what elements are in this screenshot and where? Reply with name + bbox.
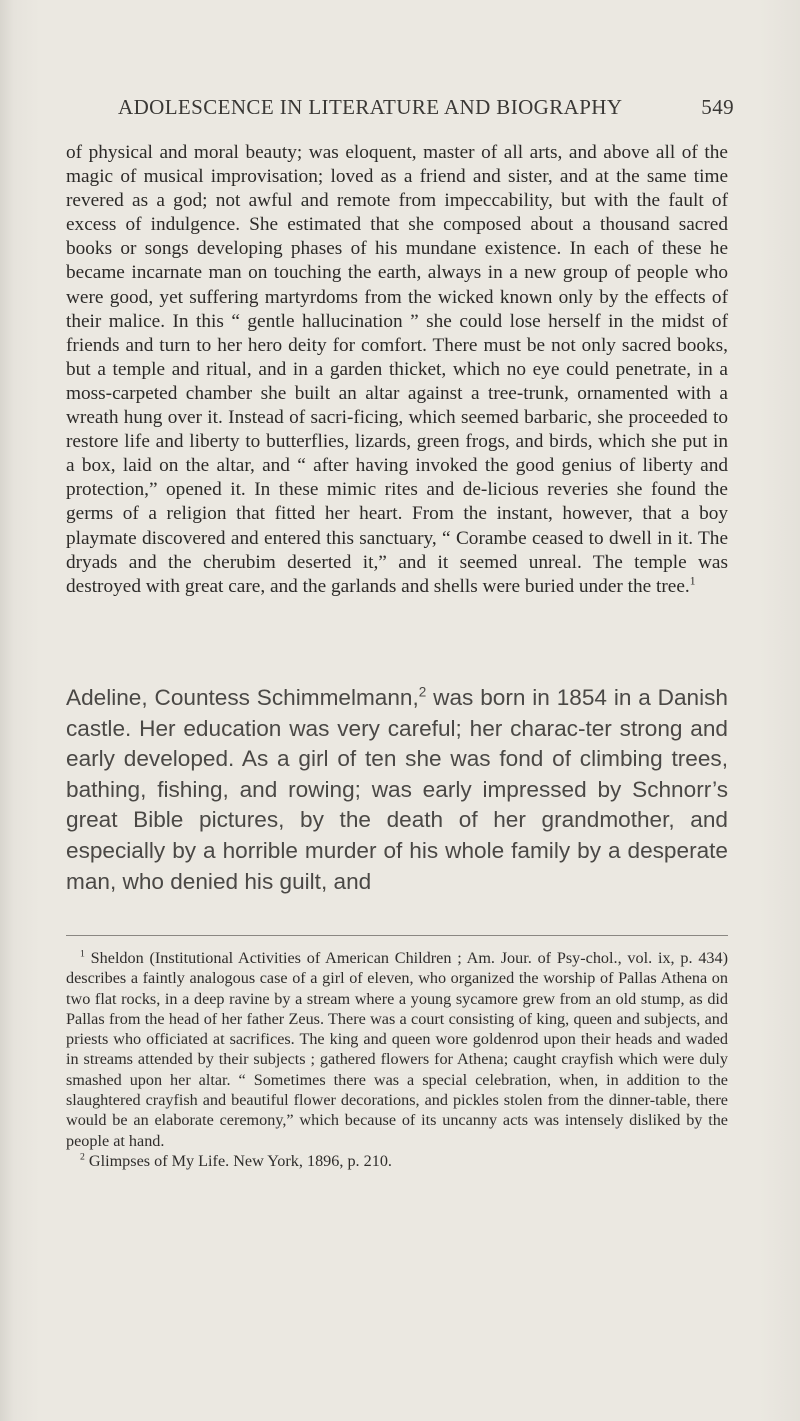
- paragraph-2-text: was born in 1854 in a Danish castle. Her education was very careful; her charac-ter strong and early developed. As a girl of ten she was fond of climbing trees, bathing, fishing, and rowing; was early impressed by Schnorr’s great Bible pictures, by the death of her grandmother, and especially by a horrible murder of his whole family by a desperate man, who denied his guilt, and: [66, 685, 728, 894]
- paragraph-1: [66, 141, 728, 599]
- page-number: 549: [701, 95, 734, 119]
- paragraph-1-text: of physical and moral beauty; was eloquent, master of all arts, and above all of the magic of musical improvisation; loved as a friend and sister, and at the same time revered as a god; not awful and remote from impeccability, but with the fault of excess of indulgence. She estimated that she composed about a thousand sacred books or songs developing phases of his mundane existence. In each of these he became incarnate man on touching the earth, always in a new group of people who were good, yet suffering martyrdoms from the wicked known only by the effects of their malice. In this “ gentle hallucination ” she could lose herself in the midst of friends and turn to her hero deity for comfort. There must be not only sacred books, but a temple and ritual, and in a garden thicket, which no eye could penetrate, in a moss-carpeted chamber she built an altar against a tree-trunk, ornamented with a wreath hung over it. Instead of sacri-ficing, which seemed barbaric, she proceeded to restore life and liberty to butterflies, lizards, green frogs, and birds, which she put in a box, laid on the altar, and “ after having invoked the good genius of liberty and protection,” opened it. In these mimic rites and de-licious reveries she found the germs of a religion that fitted her heart. From the instant, however, that a boy playmate discovered and entered this sanctuary, “ Corambe ceased to dwell in it. The dryads and the cherubim deserted it,” and it seemed unreal. The temple was destroyed with great care, and the garlands and shells were buried under the tree.: [66, 142, 728, 597]
- body-text: [66, 141, 728, 599]
- footnote-2-text: Glimpses of My Life. New York, 1896, p. 210.: [84, 1151, 392, 1170]
- footnote-1: [66, 948, 728, 1151]
- footnote-ref-1[interactable]: 1: [689, 574, 696, 588]
- footnote-1-marker: 1: [80, 948, 85, 960]
- paragraph-2-lead: Adeline, Countess Schimmelmann,: [66, 685, 419, 710]
- footnote-divider: [66, 935, 728, 936]
- running-title: ADOLESCENCE IN LITERATURE AND BIOGRAPHY: [118, 95, 623, 119]
- footnote-ref-2[interactable]: 2: [418, 684, 427, 700]
- footnote-1-text: Sheldon (Institutional Activities of American Children ; Am. Jour. of Psy-chol., vol. ix, p. 434) describes a faintly analogous case of a girl of eleven, who organized the worship of Pallas Athena on two flat rocks, in a deep ravine by a stream where a young sycamore grew from an old stump, as did Pallas from the head of her father Zeus. There was a court consisting of king, queen and subjects, and priests who officiated at sacrifices. The king and queen wore goldenrod upon their heads and waded in streams attended by their subjects ; gathered flowers for Athena; caught crayfish which were duly smashed upon her altar. “ Sometimes there was a special celebration, when, in addition to the slaughtered crayfish and beautiful flower decorations, and pickles stolen from the dinner-table, there would be an elaborate ceremony,” which because of its uncanny acts was intensely disliked by the people at hand.: [66, 949, 728, 1150]
- paragraph-2: [66, 683, 728, 897]
- running-header: [118, 95, 734, 120]
- footnote-2-marker: 2: [80, 1151, 85, 1163]
- footnote-2: [66, 1151, 728, 1171]
- footnotes: [66, 948, 728, 1171]
